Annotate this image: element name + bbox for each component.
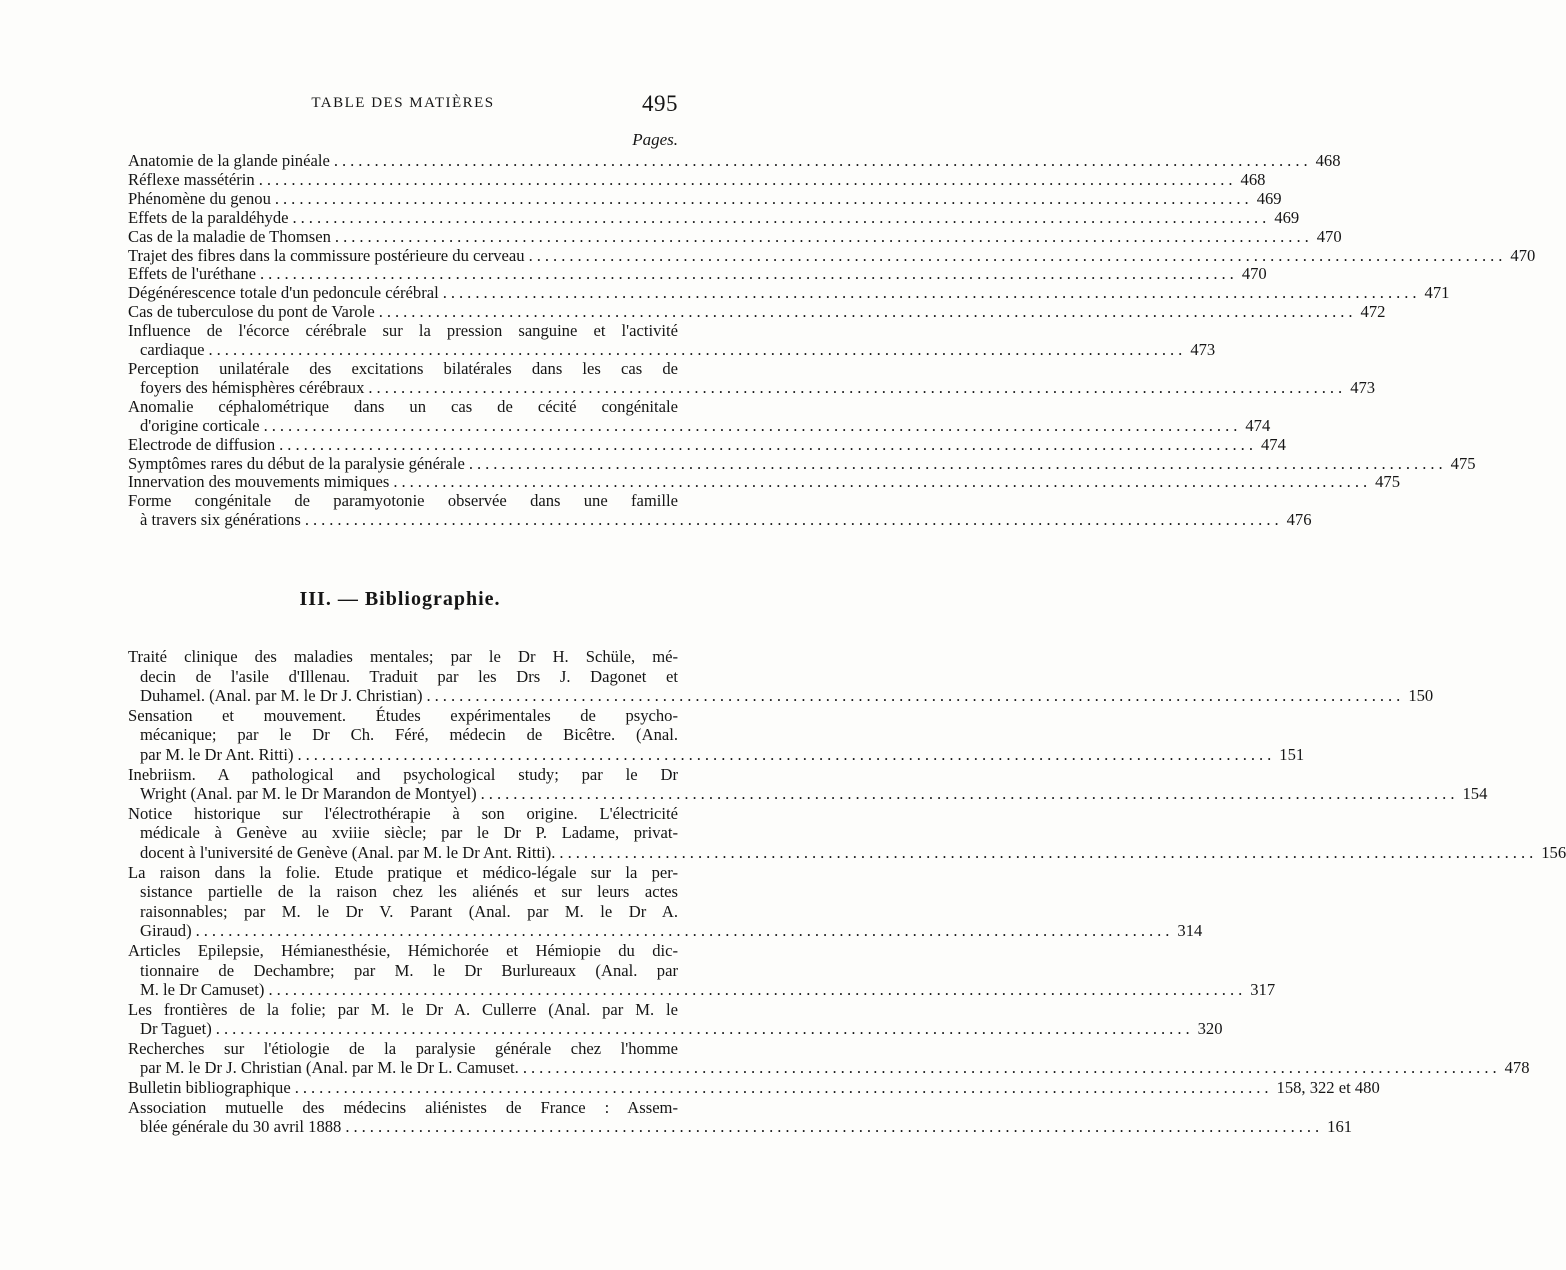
toc-entry-line: cardiaque [140,340,205,360]
toc-entry-line: Dr Taguet) [140,1019,212,1039]
dot-leader: ........................................................................................................................ [334,226,1313,246]
dot-leader: ........................................................................................................................ [304,510,1283,530]
toc-entry-line: par M. le Dr Ant. Ritti) [140,744,294,764]
toc-entry [128,647,1434,706]
toc-entry-line: Anomalie céphalométrique dans un cas de cécité congénitale [128,396,678,416]
toc-entry-line: Cas de la maladie de Thomsen [128,226,331,246]
toc-entry-line: Symptômes rares du début de la paralysie générale [128,453,465,473]
dot-leader: ........................................................................................................................ [426,686,1405,706]
toc-entry-line: médicale à Genève au xviiie siècle; par le Dr P. Ladame, privat- [140,823,678,843]
toc-page-ref: 468 [1240,169,1266,189]
toc-entry [128,705,1305,765]
toc-entry-line: sistance partielle de la raison chez les aliénés et sur leurs actes [140,882,678,902]
toc-page-ref: 156 [1541,842,1566,862]
toc-entry [128,151,1341,171]
toc-entry-line: Notice historique sur l'électrothérapie à son origine. L'électricité [128,803,678,823]
dot-leader: ........................................................................................................................ [522,1058,1501,1078]
dot-leader: ........................................................................................................................ [480,784,1459,804]
toc-entry-line: docent à l'université de Genève (Anal. par M. le Dr Ant. Ritti). [140,842,556,862]
running-title: TABLE DES MATIÈRES [311,95,495,111]
toc-page-ref: 471 [1424,283,1450,303]
toc-entry-line: Recherches sur l'étiologie de la paralysie générale chez l'homme [128,1038,678,1058]
section-heading [0,588,800,611]
dot-leader: ........................................................................................................................ [559,842,1538,862]
toc-entry [128,283,1450,303]
dot-leader: ........................................................................................................................ [442,283,1421,303]
toc-page-ref: 314 [1177,921,1203,941]
toc-page-ref: 150 [1408,686,1434,706]
dot-leader: ........................................................................................................................ [333,151,1312,170]
toc-entry-line: Forme congénitale de paramyotonie observée dans une famille [128,491,678,511]
toc-entry-line: Trajet des fibres dans la commissure postérieure du cerveau [128,245,525,265]
toc-entry [128,207,1300,228]
dot-leader: ........................................................................................................................ [345,1117,1324,1137]
toc-entry [128,264,1267,284]
toc-entry [128,302,1386,322]
toc-entry-line: Cas de tuberculose du pont de Varole [128,302,375,322]
dot-leader: ........................................................................................................................ [274,188,1253,208]
toc-entry [128,803,1566,863]
page-number: 495 [642,91,678,116]
dot-leader: ........................................................................................................................ [528,245,1507,265]
toc-page-ref: 470 [1241,264,1267,284]
toc-entry-line: à travers six générations [140,510,301,530]
toc-entry-line: Influence de l'écorce cérébrale sur la pression sanguine et l'activité [128,321,678,341]
toc-entry [128,764,1488,804]
toc-entry-line: Innervation des mouvements mimiques [128,472,390,492]
toc-entry-line: Effets de l'uréthane [128,264,257,284]
toc-entry [128,396,1271,436]
dot-leader: ........................................................................................................................ [468,453,1447,473]
toc-entry-line: La raison dans la folie. Etude pratique et médico-légale sur la per- [128,862,678,882]
dot-leader: ........................................................................................................................ [195,921,1174,941]
section-dash: — [337,588,359,610]
toc-entry-line: Duhamel. (Anal. par M. le Dr J. Christian) [140,686,423,706]
dot-leader: ........................................................................................................................ [215,1019,1194,1039]
toc-entry [128,321,1216,360]
toc-entry [128,1078,1380,1098]
toc-entry-line: Wright (Anal. par M. le Dr Marandon de Montyel) [140,784,477,804]
toc-entry [128,940,1276,1000]
toc-entry-line: tionnaire de Dechambre; par M. le Dr Burlureaux (Anal. par [140,960,678,980]
toc-entry-line: Sensation et mouvement. Études expérimentales de psycho- [128,705,678,725]
toc-entry [128,226,1342,247]
toc-page-ref: 474 [1245,415,1271,435]
toc-page-ref: 469 [1274,207,1300,227]
dot-leader: ........................................................................................................................ [297,744,1276,764]
dot-leader: ........................................................................................................................ [263,415,1242,435]
toc-page-ref: 154 [1462,784,1488,804]
dot-leader: ........................................................................................................................ [378,302,1357,322]
toc-entry-line: Réflexe massétérin [128,169,255,189]
toc-page-ref: 475 [1375,472,1401,492]
toc-page-ref: 470 [1510,245,1536,265]
toc-entry-line: Les frontières de la folie; par M. le Dr A. Cullerre (Anal. par M. le [128,999,678,1019]
toc-entry-line: M. le Dr Camuset) [140,980,265,1000]
toc-page-ref: 158, 322 et 480 [1276,1078,1380,1098]
dot-leader: ........................................................................................................................ [268,980,1247,1000]
toc-entry-line: Electrode de diffusion [128,434,276,454]
toc-entry-line: Effets de la paraldéhyde [128,207,289,227]
dot-leader: ........................................................................................................................ [368,377,1347,397]
toc-entry [128,188,1282,209]
toc-entry [128,1038,1530,1078]
toc-page-ref: 161 [1327,1117,1353,1137]
toc-entry-line: Giraud) [140,921,192,941]
dot-leader: ........................................................................................................................ [294,1078,1273,1098]
dot-leader: ........................................................................................................................ [279,434,1257,454]
toc-entry [128,434,1286,455]
toc-entry-line: foyers des hémisphères cérébraux [140,377,365,397]
toc-entry [128,245,1536,266]
toc-entry-line: Inebriism. A pathological and psychological study; par le Dr [128,764,678,784]
toc-page-ref: 468 [1315,151,1341,170]
toc-entry [128,169,1266,190]
dot-leader: ........................................................................................................................ [208,340,1187,360]
toc-page-ref: 475 [1450,453,1476,473]
pages-column-heading: Pages. [632,130,678,149]
toc-entry-line: Anatomie de la glande pinéale [128,151,330,170]
toc-entry-line: Phénomène du genou [128,188,271,208]
toc-page-ref: 478 [1504,1058,1530,1078]
toc-entry [128,491,1312,530]
toc-page-ref: 473 [1350,377,1376,397]
dot-leader: ........................................................................................................................ [393,472,1372,492]
toc-entry-line: par M. le Dr J. Christian (Anal. par M. le Dr L. Camuset. [140,1058,519,1078]
dot-leader: ........................................................................................................................ [258,169,1237,189]
toc-entry [128,453,1476,474]
toc-entry-line: Dégénérescence totale d'un pedoncule cérébral [128,283,439,303]
table-of-contents-part1 [128,151,1536,530]
toc-page-ref: 474 [1260,434,1286,454]
toc-entry [128,862,1203,941]
toc-entry-line: d'origine corticale [140,415,260,435]
toc-page-ref: 473 [1190,340,1216,360]
toc-page-ref: 151 [1279,744,1305,764]
toc-page-ref: 470 [1316,226,1342,246]
toc-entry-line: Association mutuelle des médecins aliénistes de France : Assem- [128,1097,678,1117]
toc-entry-line: Traité clinique des maladies mentales; par le Dr H. Schüle, mé- [128,647,678,666]
dot-leader: ........................................................................................................................ [292,207,1271,227]
toc-entry-line: Articles Epilepsie, Hémianesthésie, Hémichorée et Hémiopie du dic- [128,940,678,960]
toc-page-ref: 472 [1360,302,1386,322]
toc-entry-line: mécanique; par le Dr Ch. Féré, médecin de Bicêtre. (Anal. [140,725,678,745]
toc-entry-line: raisonnables; par M. le Dr V. Parant (Anal. par M. le Dr A. [140,901,678,921]
toc-entry-line: Bulletin bibliographique [128,1078,291,1098]
toc-entry [128,472,1401,492]
running-head [128,91,678,117]
toc-entry-line: decin de l'asile d'Illenau. Traduit par les Drs J. Dagonet et [140,666,678,686]
toc-page-ref: 469 [1256,188,1282,208]
toc-page-ref: 320 [1197,1019,1223,1039]
dot-leader: ........................................................................................................................ [260,264,1238,284]
section-number: III. [299,588,332,610]
toc-page-ref: 476 [1286,510,1312,530]
toc-entry [128,358,1376,398]
toc-page-ref: 317 [1250,980,1276,1000]
section-title: Bibliographie. [364,588,501,610]
toc-entry-line: Perception unilatérale des excitations bilatérales dans les cas de [128,358,678,378]
toc-entry-line: blée générale du 30 avril 1888 [140,1117,342,1137]
toc-entry [128,999,1223,1039]
toc-entry [128,1097,1353,1137]
table-of-contents-part2 [128,647,1566,1137]
